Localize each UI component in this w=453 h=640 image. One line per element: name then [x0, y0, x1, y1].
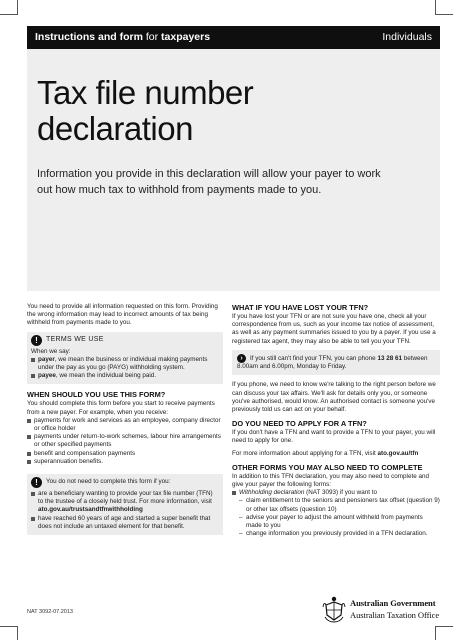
phone-box-text: If you still can't find your TFN, you can phone: [250, 354, 378, 362]
list-item: – change information you previously provided in a TFN declaration.: [239, 530, 440, 538]
list-item: – advise your payer to adjust the amount withheld from payments made to you: [239, 514, 440, 530]
arrow-right-icon: ›: [237, 354, 246, 363]
list-item: benefit and compensation payments: [27, 450, 223, 458]
other-forms-text: In addition to this TFN declaration, you may also need to complete and give your payer the following forms:: [232, 472, 429, 489]
header-title-mid: for: [142, 31, 162, 43]
form-code: NAT 3092-07.2013: [27, 609, 73, 615]
when-text: You should complete this form before you start to receive payments from a new payer. For example, when you receive:: [27, 400, 215, 416]
header-title-bold-suffix: taxpayers: [161, 31, 211, 43]
title-panel: [27, 49, 440, 291]
right-column: [232, 303, 440, 538]
tfn-link[interactable]: ato.gov.au/tfn: [377, 449, 419, 457]
terms-payer-item: [31, 356, 219, 372]
terms-box-title: TERMS WE USE: [46, 336, 104, 343]
not-needed-box-title: You do not need to complete this form if you:: [46, 478, 171, 486]
logo-line-2: Australian Taxation Office: [350, 610, 440, 620]
list-item: payments for work and services as an employee, company director or office holder: [27, 417, 223, 433]
apply-text: If you don't have a TFN and want to provide a TFN to your payer, you will need to apply for one.: [232, 429, 436, 445]
title-intro: Information you provide in this declaration will allow your payer to work out how much tax to withhold from payments made to you.: [37, 168, 381, 196]
withholding-form-rest: (NAT 3093) if you want to: [304, 489, 377, 497]
crop-mark: [435, 627, 436, 640]
list-item: – claim entitlement to the seniors and pensioners tax offset (question 9) or other tax offsets (question 10): [239, 497, 440, 513]
when-heading: WHEN SHOULD YOU USE THIS FORM?: [27, 390, 166, 400]
coat-of-arms-icon: [322, 595, 346, 623]
lost-tfn-text: If you have lost your TFN or are not sure you have one, check all your correspondence from us, such as your income tax notice of assessment, as well as any payment summaries issued to you by a payer. If you use a registered tax agent, they may also be able to tell you your TFN.: [232, 313, 436, 345]
not-needed-box: [27, 474, 223, 535]
list-item: have reached 60 years of age and started a super benefit that does not include an untaxed element for that benefit.: [31, 515, 219, 531]
list-item: payments under return-to-work schemes, labour hire arrangements or other specified payments: [27, 433, 223, 449]
header-bar: [27, 26, 440, 49]
phone-para: If you phone, we need to know we're talking to the right person before we can discuss your tax affairs. We'll ask for details only you, or someone you've authorised, would know. An authorised contact is someone you've previously told us can act on your behalf.: [232, 381, 436, 413]
crop-mark: [435, 0, 436, 14]
apply-more-text: For more information about applying for a TFN, visit: [232, 449, 378, 457]
crop-mark: [0, 626, 18, 627]
lost-tfn-heading: WHAT IF YOU HAVE LOST YOUR TFN?: [232, 303, 369, 312]
list-item: [232, 489, 440, 497]
other-forms-heading: OTHER FORMS YOU MAY ALSO NEED TO COMPLETE: [232, 462, 423, 472]
exclamation-icon: !: [31, 477, 42, 488]
term-payee: payee: [38, 372, 56, 380]
header-category: Individuals: [382, 31, 432, 43]
crop-mark: [17, 627, 18, 640]
terms-box: [27, 332, 223, 385]
terms-box-header: [31, 335, 219, 346]
exclamation-icon: !: [31, 335, 42, 346]
not-needed-box-header: [31, 477, 219, 488]
withholding-form-name: Withholding declaration: [239, 489, 305, 497]
crop-mark: [435, 14, 453, 15]
term-payee-def: , we mean the individual being paid.: [55, 372, 156, 380]
phone-box: [232, 350, 440, 376]
list-item: [31, 490, 219, 515]
logo-text: [350, 597, 439, 621]
terms-when-we-say: When we say:: [31, 347, 71, 355]
header-title: [35, 31, 210, 43]
term-payer: payer: [38, 355, 55, 363]
government-logo: [322, 595, 440, 625]
crop-mark: [435, 626, 453, 627]
left-column: [27, 303, 223, 541]
phone-box-hours: between 8.00am and 6.00pm, Monday to Friday.: [237, 354, 428, 371]
logo-line-1: Australian Government: [350, 598, 436, 608]
apply-more: [232, 450, 440, 458]
term-payer-def: , we mean the business or individual making payments under the pay as you go (PAYG) withholding system.: [38, 355, 208, 372]
left-intro: You need to provide all information requested on this form. Providing the wrong information may lead to incorrect amounts of tax being withheld from payments made to you.: [27, 303, 218, 327]
phone-number[interactable]: 13 28 61: [377, 354, 402, 362]
list-item: superannuation benefits.: [27, 458, 223, 466]
page-title: Tax file number declaration: [37, 74, 254, 147]
crop-mark: [17, 0, 18, 14]
trusts-link[interactable]: ato.gov.au/trustsandtfnwithholding: [38, 506, 143, 514]
header-title-bold: Instructions and form: [35, 31, 143, 43]
terms-payee-item: [31, 372, 219, 380]
crop-mark: [0, 14, 18, 15]
apply-heading: DO YOU NEED TO APPLY FOR A TFN?: [232, 419, 367, 429]
not-needed-item-1: are a beneficiary wanting to provide your tax file number (TFN) to the trustee of a closely held trust. For more information, visit: [38, 490, 213, 506]
